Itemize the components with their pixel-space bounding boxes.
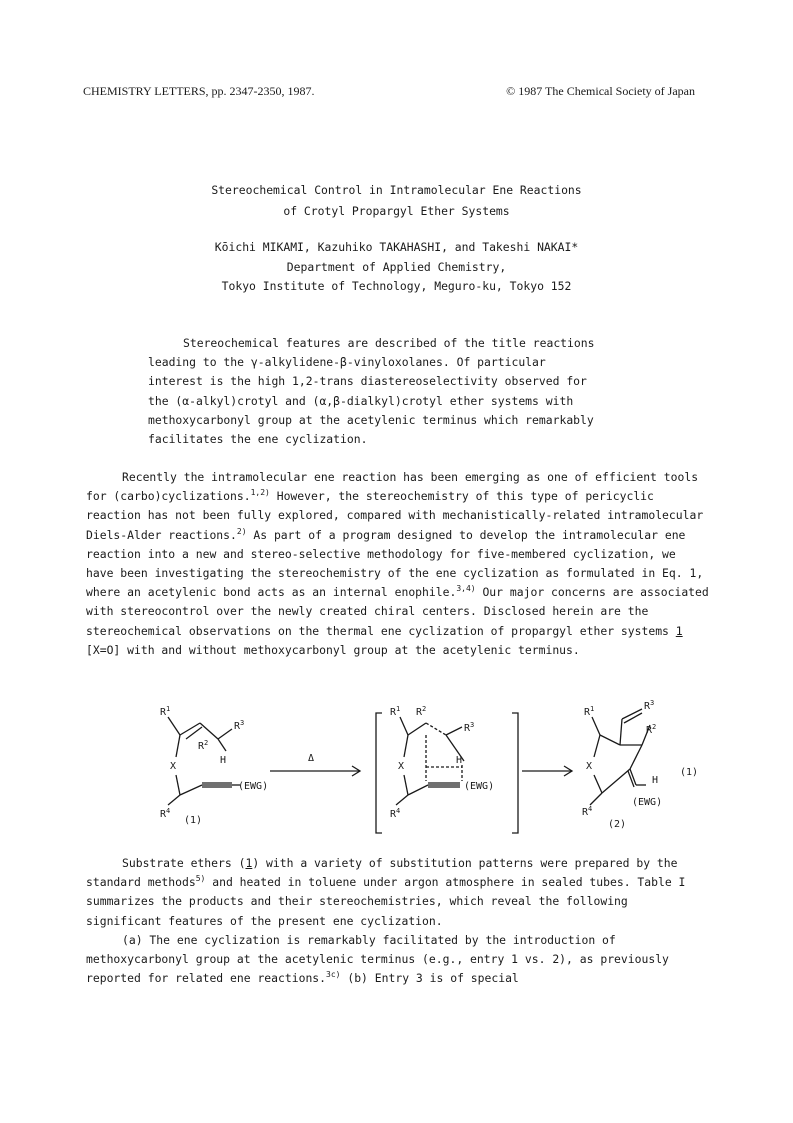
results-section <box>86 854 710 988</box>
r4-label-product: $R^4$ <box>582 805 593 818</box>
author-block <box>0 238 793 297</box>
title-line-1: Stereochemical Control in Intramolecular Ene Reactions <box>211 183 582 197</box>
results-paragraph-2 <box>86 931 710 989</box>
intro-text-e: [X=O] with and without methoxycarbonyl group at the acetylenic terminus. <box>86 642 580 657</box>
r4-label-start: $R^4$ <box>160 807 171 820</box>
copyright-notice: © 1987 The Chemical Society of Japan <box>506 84 695 98</box>
compound-1-ref: 1 <box>675 623 683 638</box>
results-paragraph-1 <box>86 854 710 931</box>
ewg-label-product: (EWG) <box>632 797 663 808</box>
x-label-start: X <box>170 761 177 772</box>
heat-symbol: Δ <box>308 753 315 764</box>
author-names: Kōichi MIKAMI, Kazuhiko TAKAHASHI, and Takeshi NAKAI* <box>214 240 579 254</box>
intro-text-a: Recently the intramolecular ene reaction has been emerging as one of efficient tools for (carbo)cyclizations. <box>86 470 699 504</box>
r2-label-ts: $R^2$ <box>416 705 427 718</box>
compound-1-label: (1) <box>184 815 203 826</box>
reference-3-4: 3,4) <box>456 584 476 594</box>
r1-label-start: $R^1$ <box>160 705 171 718</box>
reference-5: 5) <box>195 874 206 884</box>
results-text-b: ) with a variety of substitution patterns were prepared by the standard methods <box>86 856 678 890</box>
results-text-d: (a) The ene cyclization is remarkably facilitated by the introduction of methoxycarbonyl group at the acetylenic terminus (e.g., entry 1 vs. 2), as previously reported for related ene reactions. <box>86 932 669 986</box>
x-label-product: X <box>586 761 593 772</box>
running-header <box>83 84 695 104</box>
results-text-a: Substrate ethers ( <box>122 856 246 870</box>
ewg-label-start: (EWG) <box>238 781 269 792</box>
h-label-ts: H <box>456 755 463 766</box>
intro-text <box>86 468 710 660</box>
reference-3c: 3c) <box>326 970 341 980</box>
intro-text-d: Our major concerns are associated with stereocontrol over the newly created chiral centers. Disclosed herein are the stereochemical observations on the thermal ene cyclization of propargyl ether systems <box>86 585 709 638</box>
compound-1-ref-2: 1 <box>245 856 253 870</box>
r4-label-ts: $R^4$ <box>390 807 401 820</box>
r1-label-ts: $R^1$ <box>390 705 401 718</box>
abstract-text: Stereochemical features are described of the title reactions leading to the γ-alkylidene-β-vinyloxolanes. Of particular interest is the high 1,2-trans diastereoselectivity observed for the (α-alkyl)crotyl and (α,β-dialkyl)crotyl ether systems with methoxycarbonyl group at the acetylenic terminus which remarkably facilitates the ene cyclization. <box>148 336 595 447</box>
r1-label-product: $R^1$ <box>584 705 595 718</box>
intro-text-b: However, the stereochemistry of this type of pericyclic reaction has not been fully explored, compared with mechanistically-related intramolecular Diels-Alder reactions. <box>86 489 704 542</box>
x-label-ts: X <box>398 761 405 772</box>
intro-paragraph <box>86 468 710 660</box>
r3-label-ts: $R^3$ <box>464 721 475 734</box>
results-text-c: and heated in toluene under argon atmosphere in sealed tubes. Table I summarizes the products and their stereochemistries, which reveal the following significant features of the present ene cyclization. <box>86 875 686 928</box>
reaction-scheme <box>150 699 710 840</box>
h-label-start: H <box>220 755 227 766</box>
author-institute: Tokyo Institute of Technology, Meguro-ku, Tokyo 152 <box>221 279 572 293</box>
reference-1-2: 1,2) <box>250 488 270 498</box>
h-label-product: H <box>652 775 659 786</box>
r3-label-start: $R^3$ <box>234 719 245 732</box>
title-line-2: of Crotyl Propargyl Ether Systems <box>283 204 510 218</box>
results-text-e: (b) Entry 3 is of special <box>340 971 519 986</box>
reference-2: 2) <box>236 526 247 536</box>
equation-number: (1) <box>680 767 699 778</box>
ene-reaction-diagram <box>150 699 710 840</box>
paper-title <box>0 180 793 222</box>
intro-text-c: As part of a program designed to develop the intramolecular ene reaction into a new and stereo-selective methodology for five-membered cyclization, we have been investigating the stereochemistry of the ene cyclization as formulated in Eq. 1, where an acetylenic bond acts as an internal enophile. <box>86 527 704 600</box>
r2-label-start: $R^2$ <box>198 739 209 752</box>
author-department: Department of Applied Chemistry, <box>286 259 507 274</box>
ewg-label-ts: (EWG) <box>464 781 495 792</box>
journal-citation: CHEMISTRY LETTERS, pp. 2347-2350, 1987. <box>83 84 315 98</box>
compound-2-label: (2) <box>608 819 627 830</box>
r3-label-product: $R^3$ <box>644 699 655 712</box>
r2-label-product: $R^2$ <box>646 723 657 736</box>
abstract <box>148 334 648 449</box>
